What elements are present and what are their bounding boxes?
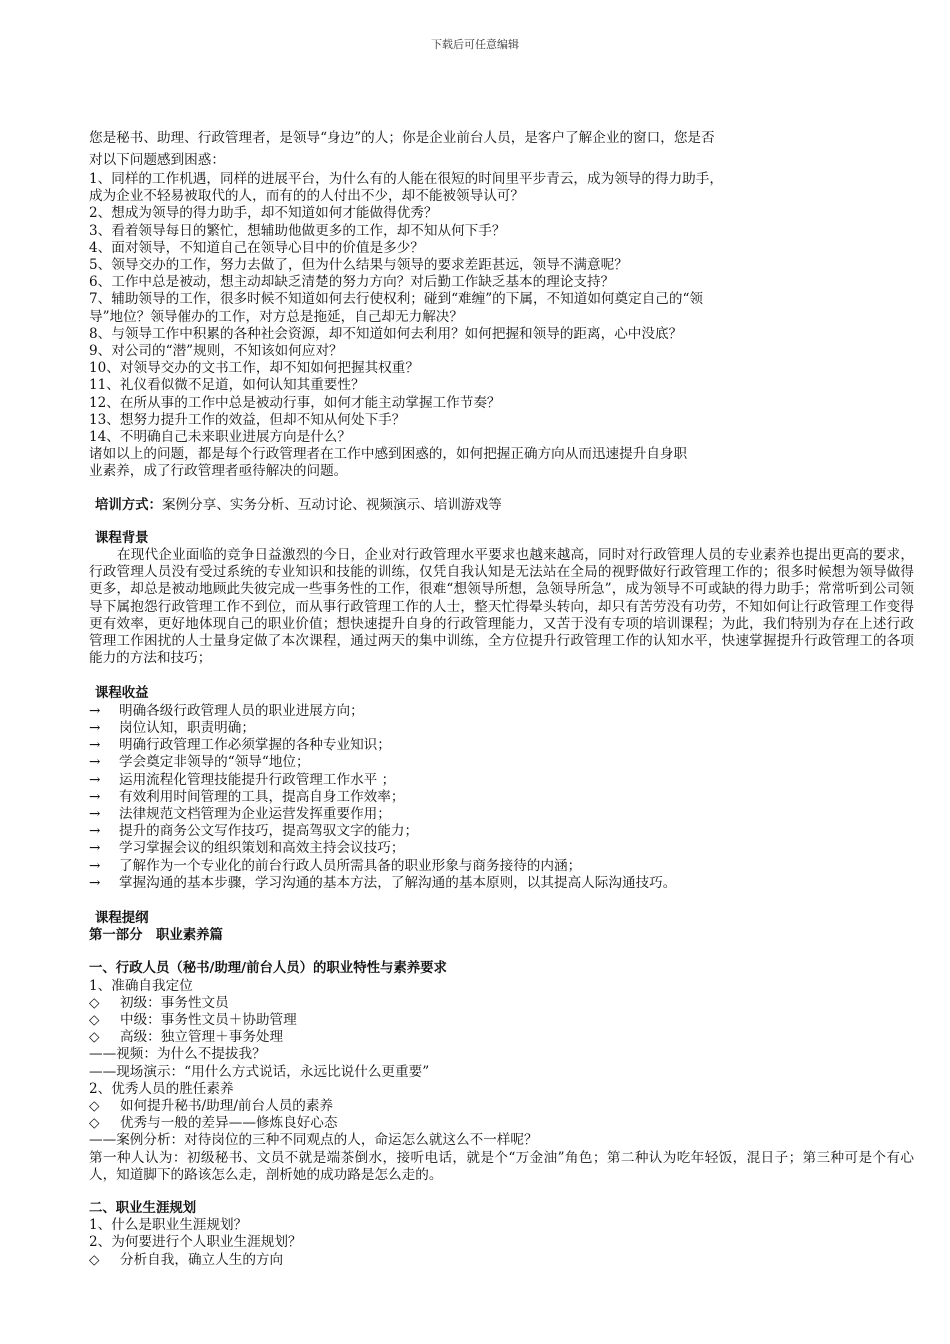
arrow-icon: → <box>89 788 101 805</box>
part-title: 第一部分 职业素养篇 <box>89 928 223 944</box>
arrow-icon: → <box>89 857 101 874</box>
background-text: 在现代企业面临的竞争日益激烈的今日，企业对行政管理水平要求也越来越高，同时对行政管理人员的专业素养也提出更高的要求，行政管理人员没有受过系统的专业知识和技能的训练，仅凭自我认知是无法站在全局的视野做好行政管理工作的；很多时候想为领导做得更多，却总是被动地顾此失彼完成一些事务性的工作，很难“想领导所想，急领导所急”，成为领导不可或缺的得力助手；常常听到公司领导下属抱怨行政管理工作不到位，而从事行政管理工作的人士，整天忙得晕头转向，却只有苦劳没有功劳，不知如何让行政管理工作变得更有效率，更好地体现自己的职业价值；想快速提升自身的行政管理能力，又苦于没有专项的培训课程；为此，我们特别为存在上述行政管理工作困扰的人士量身定做了本次课程，通过两天的集中训练，全方位提升行政管理工作的认知水平，快速掌握提升行政管理工的各项能力的方法和技巧； <box>89 547 914 667</box>
arrow-icon: → <box>89 874 101 891</box>
question-line: 成为企业不轻易被取代的人，而有的的人付出不少，却不能被领导认可？ <box>89 188 524 205</box>
question-line: 9、对公司的“潜”规则，不知该如何应对？ <box>89 343 343 360</box>
diamond-icon: ◇ <box>89 1097 100 1114</box>
list-item: → 运用流程化管理技能提升行政管理工作水平 ； <box>89 771 396 788</box>
arrow-icon: → <box>89 754 101 771</box>
question-line: 12、在所从事的工作中总是被动行事，如何才能主动掌握工作节奏？ <box>89 394 501 411</box>
list-item: ◇ 优秀与一般的差异——修炼良好心态 <box>89 1115 338 1132</box>
question-line: 5、领导交办的工作，努力去做了，但为什么结果与领导的要求差距甚远，领导不满意呢？ <box>89 257 628 274</box>
question-line: 10、对领导交办的文书工作，却不知如何把握其权重？ <box>89 360 419 377</box>
question-line: 14、不明确自己未来职业进展方向是什么？ <box>89 429 351 446</box>
subsection-title: 2、为何要进行个人职业生涯规划？ <box>89 1234 302 1251</box>
question-line: 3、看着领导每日的繁忙，想辅助他做更多的工作，却不知从何下手？ <box>89 222 506 239</box>
intro <box>89 127 914 171</box>
question-line: 13、想努力提升工作的效益，但却不知从何处下手？ <box>89 411 406 428</box>
intro-line: 对以下问题感到困惑： <box>89 152 225 168</box>
list-item: ◇ 分析自我，确立人生的方向 <box>89 1251 284 1268</box>
question-line: 2、想成为领导的得力助手，却不知道如何才能做得优秀？ <box>89 205 438 222</box>
arrow-icon: → <box>89 840 101 857</box>
diamond-icon: ◇ <box>89 1251 100 1268</box>
note-line: ——现场演示：“用什么方式说话，永远比说什么更重要” <box>89 1063 430 1080</box>
benefits-list <box>89 703 914 892</box>
page-header: 下载后可任意编辑 <box>431 38 519 51</box>
list-item: → 学会奠定非领导的“领导“地位； <box>89 754 310 771</box>
arrow-icon: → <box>89 702 101 719</box>
diamond-icon: ◇ <box>89 1029 100 1046</box>
intro-line: 您是秘书、助理、行政管理者，是领导“身边”的人；你是企业前台人员，是客户了解企业的窗口，您是否 <box>89 130 715 146</box>
list-item: → 法律规范文档管理为企业运营发挥重要作用； <box>89 805 391 822</box>
question-line: 8、与领导工作中积累的各种社会资源，却不知道如何去利用？如何把握和领导的距离，心中没底？ <box>89 325 683 342</box>
diamond-icon: ◇ <box>89 1011 100 1028</box>
training-label: 培训方式： <box>95 497 162 513</box>
arrow-icon: → <box>89 719 101 736</box>
question-line: 7、辅助领导的工作，很多时候不知道如何去行使权利；碰到“难缠”的下属，不知道如何奠定自己的“领 <box>89 291 704 308</box>
list-item: ◇ 初级：事务性文员 <box>89 994 229 1011</box>
question-line: 6、工作中总是被动，想主动却缺乏清楚的努力方向？对后勤工作缺乏基本的理论支持？ <box>89 274 615 291</box>
document-body <box>89 127 914 1269</box>
case-line: ——案例分析：对待岗位的三种不同观点的人，命运怎么就这么不一样呢？ <box>89 1132 538 1149</box>
arrow-icon: → <box>89 771 101 788</box>
question-line: 业素养，成了行政管理者亟待解决的问题。 <box>89 463 348 480</box>
question-line: 4、面对领导，不知道自己在领导心目中的价值是多少？ <box>89 239 424 256</box>
list-item: ◇ 高级：独立管理＋事务处理 <box>89 1029 284 1046</box>
benefits-title: 课程收益 <box>95 686 149 702</box>
list-item: → 岗位认知，职责明确； <box>89 719 255 736</box>
section-title: 二、职业生涯规划 <box>89 1200 197 1216</box>
list-item: ◇ 如何提升秘书/助理/前台人员的素养 <box>89 1097 334 1114</box>
list-item: ◇ 中级：事务性文员＋协助管理 <box>89 1011 297 1028</box>
list-item: → 明确各级行政管理人员的职业进展方向； <box>89 702 364 719</box>
diamond-icon: ◇ <box>89 994 100 1011</box>
arrow-icon: → <box>89 737 101 754</box>
list-item: → 了解作为一个专业化的前台行政人员所需具备的职业形象与商务接待的内涵； <box>89 857 582 874</box>
question-line: 1、同样的工作机遇，同样的进展平台，为什么有的人能在很短的时间里平步青云，成为领导的得力助手， <box>89 171 723 187</box>
section-title: 一、行政人员（秘书/助理/前台人员）的职业特性与素养要求 <box>89 961 447 977</box>
arrow-icon: → <box>89 823 101 840</box>
question-line: 导”地位？领导催办的工作，对方总是拖延，自己却无力解决？ <box>89 308 463 325</box>
list-item: → 明确行政管理工作必须掌握的各种专业知识； <box>89 737 391 754</box>
background-title: 课程背景 <box>95 530 149 546</box>
case-text: 第一种人认为：初级秘书、文员不就是端茶倒水，接听电话，就是个“万金油”角色；第二种认为吃年轻饭，混日子；第三种可是个有心人，知道脚下的路该怎么走，剖析她的成功路是怎么走的。 <box>89 1149 914 1183</box>
list-item: → 有效利用时间管理的工具，提高自身工作效率； <box>89 788 405 805</box>
question-line: 11、礼仪看似微不足道，如何认知其重要性？ <box>89 377 365 394</box>
question-line: 诸如以上的问题，都是每个行政管理者在工作中感到困惑的，如何把握正确方向从而迅速提升自身职 <box>89 446 688 463</box>
list-item: → 提升的商务公文写作技巧，提高驾驭文字的能力； <box>89 823 419 840</box>
diamond-icon: ◇ <box>89 1115 100 1132</box>
question-list <box>89 171 914 481</box>
training-value: 案例分享、实务分析、互动讨论、视频演示、培训游戏等 <box>161 496 502 513</box>
note-line: ——视频：为什么不提拔我？ <box>89 1046 266 1063</box>
subsection-title: 1、什么是职业生涯规划？ <box>89 1217 248 1234</box>
arrow-icon: → <box>89 805 101 822</box>
training-method <box>89 497 914 514</box>
list-item: → 学习掌握会议的组织策划和高效主持会议技巧； <box>89 840 405 857</box>
list-item: → 掌握沟通的基本步骤，学习沟通的基本方法，了解沟通的基本原则，以其提高人际沟通技巧。 <box>89 874 677 891</box>
subsection-title: 2、优秀人员的胜任素养 <box>89 1080 234 1097</box>
outline-title: 课程提纲 <box>95 910 149 926</box>
subsection-title: 1、准确自我定位 <box>89 977 193 994</box>
